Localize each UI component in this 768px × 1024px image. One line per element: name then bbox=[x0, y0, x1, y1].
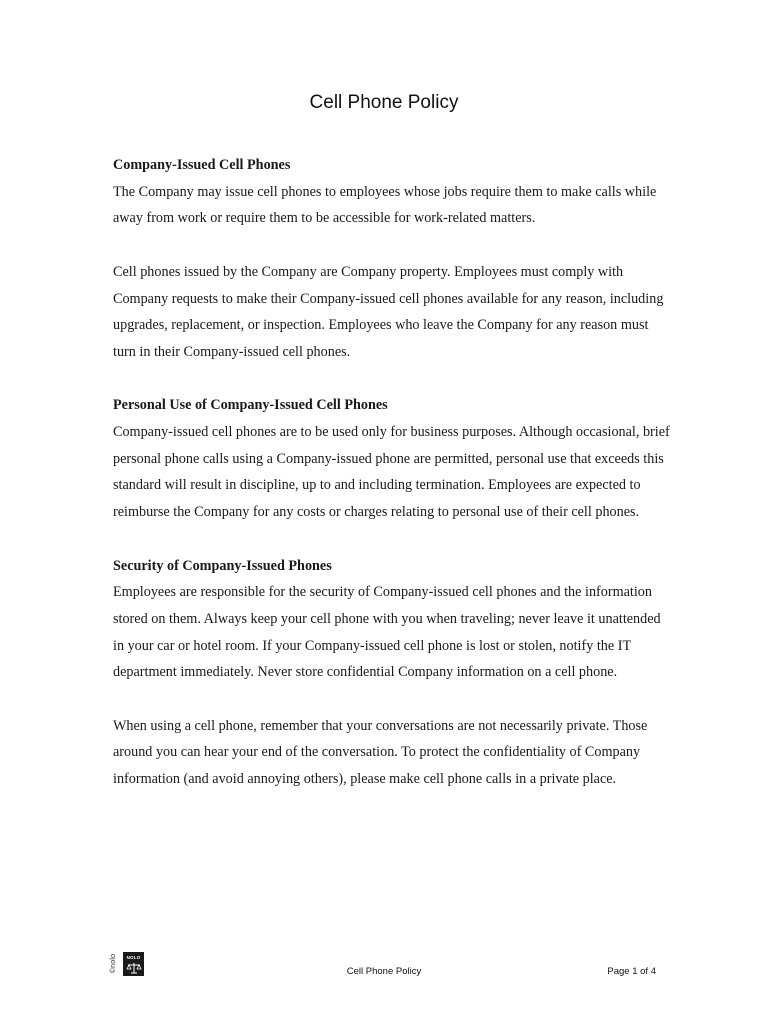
paragraph: The Company may issue cell phones to employees whose jobs require them to make calls while away from work or require them to be accessible for work-related matters. bbox=[113, 183, 657, 227]
document-title: Cell Phone Policy bbox=[309, 92, 459, 113]
footer-title: Cell Phone Policy bbox=[346, 966, 422, 977]
page-number: Page 1 of 4 bbox=[607, 966, 656, 977]
paragraph-gap bbox=[113, 686, 673, 713]
section-company-issued bbox=[113, 152, 673, 392]
paragraph-gap bbox=[113, 526, 673, 553]
logo-copyright-text: ©nolo bbox=[110, 953, 118, 974]
section-heading: Company-Issued Cell Phones bbox=[113, 157, 291, 173]
section-security bbox=[113, 553, 673, 793]
logo-word: NOLO bbox=[126, 955, 141, 960]
paragraph-gap bbox=[113, 366, 673, 393]
page-footer bbox=[0, 953, 768, 988]
paragraph: When using a cell phone, remember that your conversations are not necessarily private. Those around you can hear your end of the conversation. To protect the confidentiality of Company information (and avoid annoying others), please make cell phone calls in a private place. bbox=[113, 717, 648, 788]
paragraph: Company-issued cell phones are to be used only for business purposes. Although occasional, brief personal phone calls using a Company-issued phone are permitted, personal use that exceeds this standard will result in discipline, up to and including termination. Employees are expected to reimburse the Company for any costs or charges relating to personal use of their cell phones. bbox=[113, 424, 670, 521]
section-personal-use bbox=[113, 392, 673, 552]
document-body bbox=[113, 152, 673, 793]
section-heading: Personal Use of Company-Issued Cell Phones bbox=[113, 397, 388, 414]
paragraph-gap bbox=[113, 232, 673, 259]
paragraph: Cell phones issued by the Company are Company property. Employees must comply with Company requests to make their Company-issued cell phones available for any reason, including upgrades, replacement, or inspection. Employees who leave the Company for any reason must turn in their Company-issued cell phones. bbox=[113, 263, 664, 360]
paragraph: Employees are responsible for the security of Company-issued cell phones and the information stored on them. Always keep your cell phone with you when traveling; never leave it unattended in your car or hotel room. If your Company-issued cell phone is lost or stolen, notify the IT department immediately. Never store confidential Company information on a cell phone. bbox=[113, 584, 661, 681]
section-heading: Security of Company-Issued Phones bbox=[113, 557, 332, 574]
